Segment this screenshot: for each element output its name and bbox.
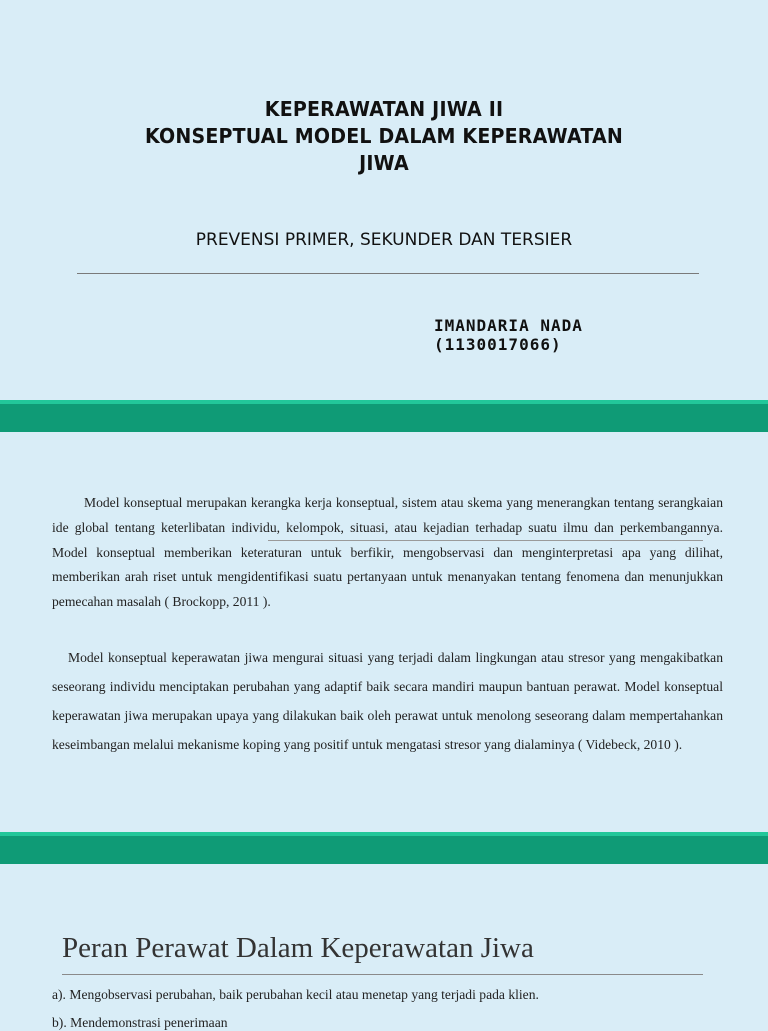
paragraph-model-konseptual: Model konseptual merupakan kerangka kerja konseptual, sistem atau skema yang menerangkan tentang serangkaian ide global tentang keterlibatan individu, kelompok, situasi, atau kejadian terhadap suatu ilmu dan perkembangannya. Model konseptual memberikan keteraturan untuk berfikir, mengobservasi dan menginterpretasi apa yang dilihat, memberikan arah riset untuk mengidentifikasi suatu pertanyaan untuk menanyakan tentang fenomena dan menunjukkan pemecahan masalah ( Brockopp, 2011 ). (52, 495, 723, 610)
slide-separator (0, 832, 768, 864)
list-item: b). Mendemonstrasi penerimaan (52, 1015, 228, 1030)
section-heading: Peran Perawat Dalam Keperawatan Jiwa (62, 932, 534, 964)
list-item: a). Mengobservasi perubahan, baik perubahan kecil atau menetap yang terjadi pada klien. (52, 987, 539, 1002)
paragraph-divider (268, 540, 703, 541)
author-id: (1130017066) (434, 335, 562, 354)
author-name: IMANDARIA NADA (434, 316, 583, 335)
title-line-2: KONSEPTUAL MODEL DALAM KEPERAWATAN (144, 124, 624, 148)
author-block (434, 316, 583, 354)
heading-divider (62, 974, 703, 975)
presentation-title (0, 96, 768, 177)
title-divider (77, 273, 699, 274)
title-line-1: KEPERAWATAN JIWA II (264, 97, 504, 121)
title-line-3: JIWA (359, 151, 409, 175)
presentation-subtitle: PREVENSI PRIMER, SEKUNDER DAN TERSIER (195, 230, 573, 250)
slide-separator (0, 400, 768, 432)
slide-title (0, 0, 768, 402)
paragraph-model-keperawatan-jiwa: Model konseptual keperawatan jiwa mengurai situasi yang terjadi dalam lingkungan atau stresor yang mengakibatkan seseorang individu menciptakan perubahan yang adaptif baik secara mandiri maupun bantuan perawat. Model konseptual keperawatan jiwa merupakan upaya yang dilakukan baik oleh perawat untuk menolong seseorang dalam mempertahankan keseimbangan melalui mekanisme koping yang positif untuk mengatasi stresor yang dialaminya ( Videbeck, 2010 ). (52, 650, 723, 752)
